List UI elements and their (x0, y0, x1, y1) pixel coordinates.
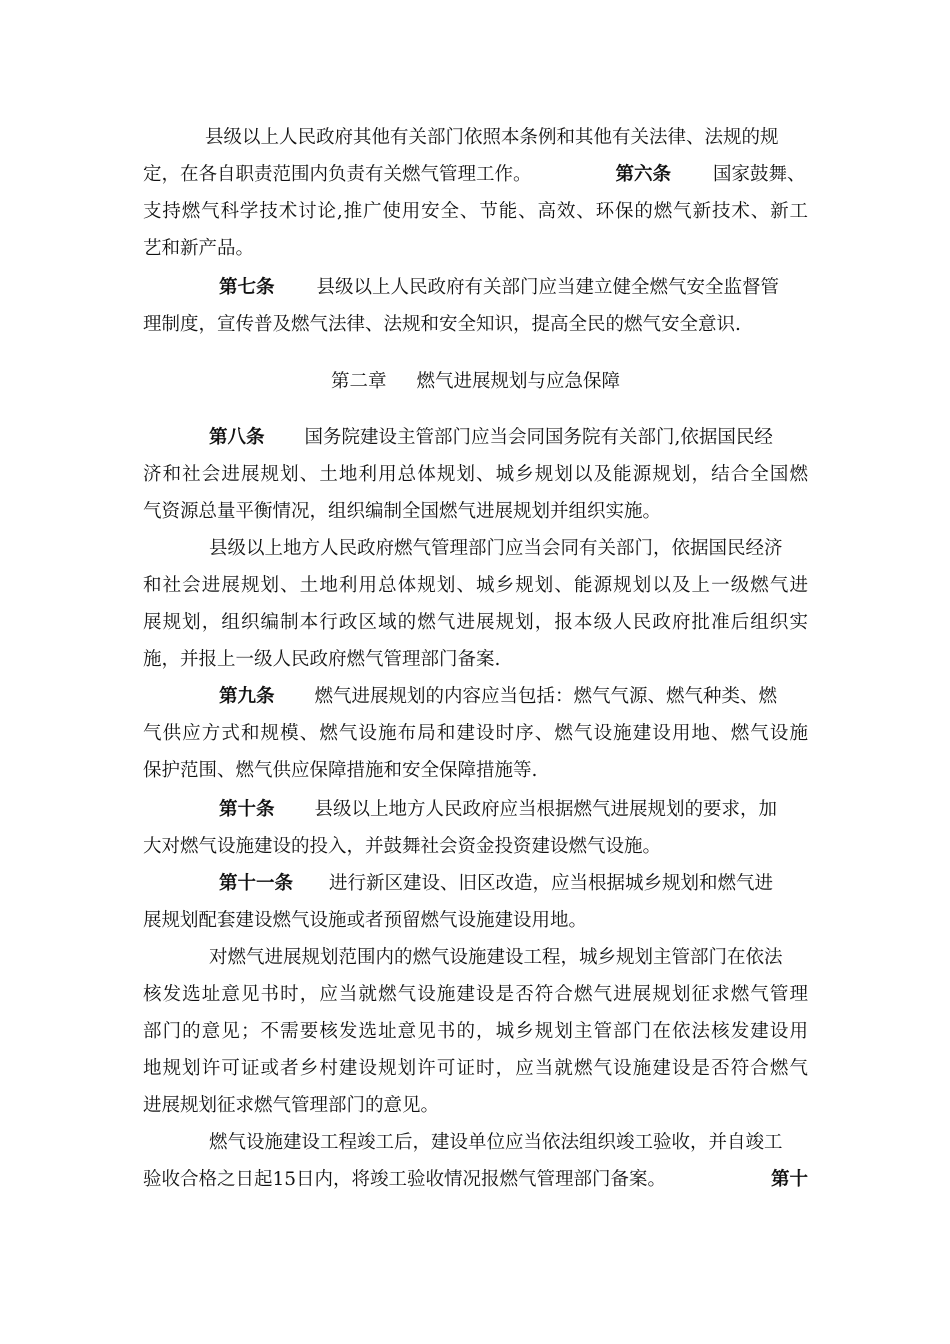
article-label-7: 第七条 (219, 277, 275, 298)
paragraph-line: 进展规划征求燃气管理部门的意见。 (143, 1095, 440, 1116)
paragraph-line: 保护范围、燃气供应保障措施和安全保障措施等. (143, 760, 538, 781)
paragraph-line (143, 534, 808, 564)
chapter-title: 燃气进展规划与应急保障 (416, 371, 621, 392)
chapter-heading (143, 367, 808, 397)
paragraph-text: 燃气进展规划的内容应当包括：燃气气源、燃气种类、燃 (314, 686, 778, 707)
article-label-8: 第八条 (209, 427, 265, 448)
paragraph-text: 县级以上地方人民政府应当根据燃气进展规划的要求，加 (314, 799, 778, 820)
article-10-line (143, 795, 808, 825)
paragraph-line: 展规划，组织编制本行政区域的燃气进展规划，报本级人民政府批准后组织实 (143, 612, 808, 633)
paragraph-line: 展规划配套建设燃气设施或者预留燃气设施建设用地。 (143, 910, 588, 931)
chapter-number: 第二章 (330, 371, 387, 392)
paragraph-text: 县级以上人民政府有关部门应当建立健全燃气安全监督管 (316, 277, 780, 298)
paragraph-line (143, 1165, 808, 1195)
paragraph-line: 和社会进展规划、土地利用总体规划、城乡规划、能源规划以及上一级燃气进 (143, 575, 808, 596)
article-label-11: 第十一条 (219, 873, 294, 894)
paragraph-line: 地规划许可证或者乡村建设规划许可证时，应当就燃气设施建设是否符合燃气 (143, 1058, 808, 1079)
paragraph-line: 气供应方式和规模、燃气设施布局和建设时序、燃气设施建设用地、燃气设施 (143, 723, 808, 744)
paragraph-text: 县级以上地方人民政府燃气管理部门应当会同有关部门，依据国民经济 (209, 538, 783, 559)
paragraph-text: 县级以上人民政府其他有关部门依照本条例和其他有关法律、法规的规 (205, 127, 779, 148)
article-label-12-partial: 第十 (770, 1169, 808, 1190)
paragraph-line: 施，并报上一级人民政府燃气管理部门备案. (143, 649, 501, 670)
article-8-line (143, 423, 808, 453)
article-label-6: 第六条 (615, 164, 672, 185)
article-7-line (143, 273, 808, 303)
paragraph-line: 艺和新产品。 (143, 238, 255, 259)
article-11-line (143, 869, 808, 899)
paragraph-text: 国务院建设主管部门应当会同国务院有关部门,依据国民经 (304, 427, 773, 448)
paragraph-line (143, 1128, 808, 1158)
paragraph-line: 理制度，宣传普及燃气法律、法规和安全知识，提高全民的燃气安全意识. (143, 314, 741, 335)
paragraph-text: 燃气设施建设工程竣工后，建设单位应当依法组织竣工验收，并自竣工 (209, 1132, 783, 1153)
paragraph-line (143, 943, 808, 973)
paragraph-text: 进行新区建设、旧区改造，应当根据城乡规划和燃气进 (329, 873, 774, 894)
paragraph-line: 气资源总量平衡情况，组织编制全国燃气进展规划并组织实施。 (143, 501, 662, 522)
paragraph-text: 定，在各自职责范围内负责有关燃气管理工作。 (143, 164, 532, 185)
paragraph-text: 对燃气进展规划范围内的燃气设施建设工程，城乡规划主管部门在依法 (209, 947, 783, 968)
paragraph-line: 部门的意见；不需要核发选址意见书的，城乡规划主管部门在依法核发建设用 (143, 1021, 808, 1042)
article-9-line (143, 682, 808, 712)
paragraph-line (143, 160, 808, 190)
article-label-10: 第十条 (219, 799, 275, 820)
paragraph-line: 支持燃气科学技术讨论,推广使用安全、节能、高效、环保的燃气新技术、新工 (143, 201, 808, 222)
paragraph-line: 核发选址意见书时，应当就燃气设施建设是否符合燃气进展规划征求燃气管理 (143, 984, 808, 1005)
paragraph-line (143, 123, 808, 153)
paragraph-text: 验收合格之日起15日内，将竣工验收情况报燃气管理部门备案。 (143, 1169, 667, 1190)
article-label-9: 第九条 (219, 686, 275, 707)
paragraph-text: 国家鼓舞、 (713, 164, 806, 185)
paragraph-line: 济和社会进展规划、土地利用总体规划、城乡规划以及能源规划，结合全国燃 (143, 464, 808, 485)
paragraph-line: 大对燃气设施建设的投入，并鼓舞社会资金投资建设燃气设施。 (143, 836, 662, 857)
